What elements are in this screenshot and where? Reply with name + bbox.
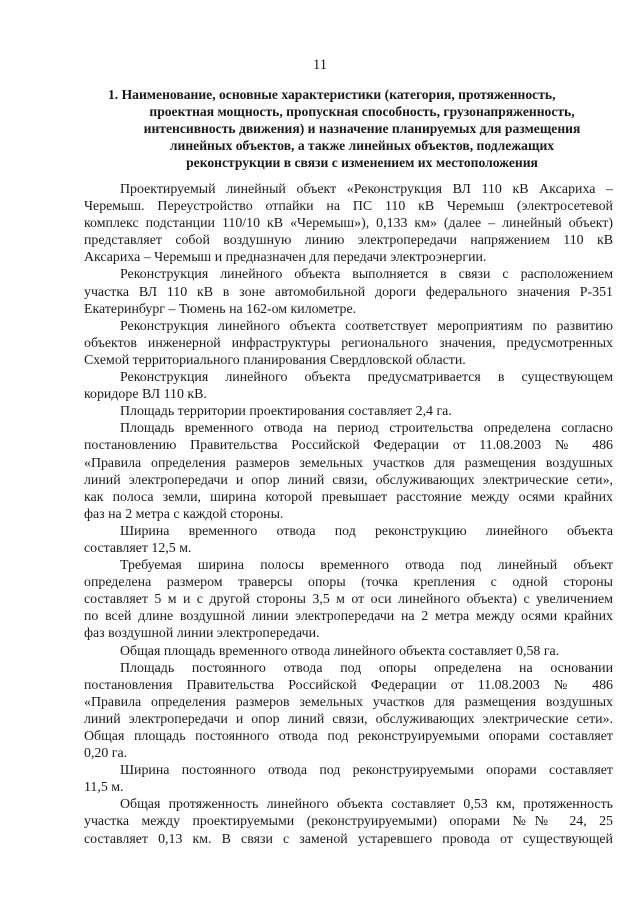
paragraph bbox=[84, 420, 613, 523]
paragraph-line: постановления Правительства Российской Федерации от 11.08.2003 № 486 bbox=[84, 677, 613, 693]
paragraph-line: Общая протяженность линейного объекта составляет 0,53 км, протяженность bbox=[120, 797, 613, 813]
paragraph-line: Ширина постоянного отвода под реконструируемыми опорами составляет bbox=[120, 763, 613, 779]
paragraph-line: составляет 12,5 м. bbox=[84, 540, 192, 556]
paragraph-line: 0,20 га. bbox=[84, 746, 128, 762]
paragraph-line: определена размером траверсы опоры (точка крепления с одной стороны bbox=[84, 575, 613, 591]
paragraph-line: комплекс подстанции 110/10 кВ «Черемыш»), 0,133 км» (далее – линейный объект) bbox=[84, 216, 613, 232]
paragraph-line: линий электропередачи и опор линий связи, обслуживающих электрические сети». bbox=[84, 711, 613, 727]
paragraph-line: «Правила определения размеров земельных участков для размещения воздушных bbox=[84, 455, 613, 471]
paragraph-line: Аксариха – Черемыш и предназначен для передачи электроэнергии. bbox=[84, 250, 487, 266]
paragraph-line: по всей длине воздушной линии электропередачи на 2 метра между осями крайних bbox=[84, 609, 613, 625]
paragraph-line: Общая площадь постоянного отвода под реконструируемыми опорами составляет bbox=[84, 729, 613, 744]
paragraph-line: Площадь территории проектирования составляет 2,4 га. bbox=[120, 404, 452, 420]
paragraph bbox=[84, 762, 613, 796]
paragraph bbox=[84, 660, 613, 763]
section-heading bbox=[108, 86, 616, 171]
paragraph-line: представляет собой воздушную линию электропередачи напряжением 110 кВ bbox=[84, 233, 613, 249]
paragraph-line: составляет 5 м и с другой стороны 3,5 м от оси линейного объекта) с увеличением bbox=[84, 592, 613, 608]
paragraph-line: участка между проектируемыми (реконструируемыми) опорами №№ 24, 25 bbox=[84, 814, 613, 830]
paragraph-line: коридоре ВЛ 110 кВ. bbox=[84, 387, 207, 403]
heading-line: реконструкции в связи с изменением их местоположения bbox=[186, 155, 538, 170]
paragraph-line: Проектируемый линейный объект «Реконструкция ВЛ 110 кВ Аксариха – bbox=[120, 182, 613, 197]
heading-line: линейных объектов, а также линейных объектов, подлежащих bbox=[169, 138, 555, 153]
paragraph bbox=[84, 369, 613, 403]
paragraph-line: постановлению Правительства Российской Федерации от 11.08.2003 № 486 bbox=[84, 438, 613, 454]
paragraph-line: участка ВЛ 110 кВ в зоне автомобильной дороги федерального значения Р-351 bbox=[84, 284, 613, 300]
paragraph-line: Схемой территориального планирования Свердловской области. bbox=[84, 352, 466, 368]
heading-line: 1. Наименование, основные характеристики (категория, протяженность, bbox=[108, 87, 556, 102]
paragraph bbox=[84, 796, 613, 847]
paragraph-line: Площадь постоянного отвода под опоры определена на основании bbox=[120, 660, 613, 676]
heading-line: интенсивность движения) и назначение планируемых для размещения bbox=[143, 121, 581, 136]
paragraph bbox=[84, 181, 613, 266]
paragraph-line: «Правила определения размеров земельных участков для размещения воздушных bbox=[84, 694, 613, 710]
paragraph-line: Екатеринбург – Тюмень на 162-ом километре. bbox=[84, 301, 357, 317]
paragraph-line: фаз на 2 метра с каждой стороны. bbox=[84, 506, 284, 522]
paragraph bbox=[84, 403, 613, 420]
paragraph-line: Требуемая ширина полосы временного отвода под линейный объект bbox=[120, 558, 613, 574]
paragraph-line: Реконструкция линейного объекта соответствует мероприятиям по развитию bbox=[120, 318, 613, 334]
paragraph-line: Реконструкция линейного объекта предусматривается в существующем bbox=[120, 370, 613, 386]
paragraph-line: 11,5 м. bbox=[84, 780, 124, 796]
paragraph bbox=[84, 557, 613, 642]
paragraph bbox=[84, 523, 613, 557]
paragraph bbox=[84, 643, 613, 660]
paragraph-line: составляет 0,13 км. В связи с заменой устаревшего провода от существующей bbox=[84, 831, 613, 847]
paragraph-line: как полоса земли, ширина которой превышает расстояние между осями крайних bbox=[84, 489, 613, 505]
paragraph-line: Ширина временного отвода под реконструкцию линейного объекта bbox=[120, 523, 613, 539]
paragraph-line: Общая площадь временного отвода линейного объекта составляет 0,58 га. bbox=[120, 643, 560, 659]
paragraph-line: линий электропередачи и опор линий связи, обслуживающих электрические сети», bbox=[84, 472, 613, 488]
paragraph-line: объектов инженерной инфраструктуры регионального значения, предусмотренных bbox=[84, 335, 613, 351]
document-body bbox=[84, 181, 613, 848]
paragraph-line: Площадь временного отвода на период строительства определена согласно bbox=[120, 421, 613, 437]
paragraph-line: Реконструкция линейного объекта выполняется в связи с расположением bbox=[120, 267, 613, 283]
heading-line: проектная мощность, пропускная способность, грузонапряженность, bbox=[149, 104, 575, 119]
paragraph-line: фаз воздушной линии электропередачи. bbox=[84, 626, 320, 642]
page-number: 11 bbox=[313, 57, 327, 73]
paragraph bbox=[84, 266, 613, 317]
paragraph-line: Черемыш. Переустройство отпайки на ПС 110 кВ Черемыш (электросетевой bbox=[84, 199, 613, 215]
paragraph bbox=[84, 318, 613, 369]
